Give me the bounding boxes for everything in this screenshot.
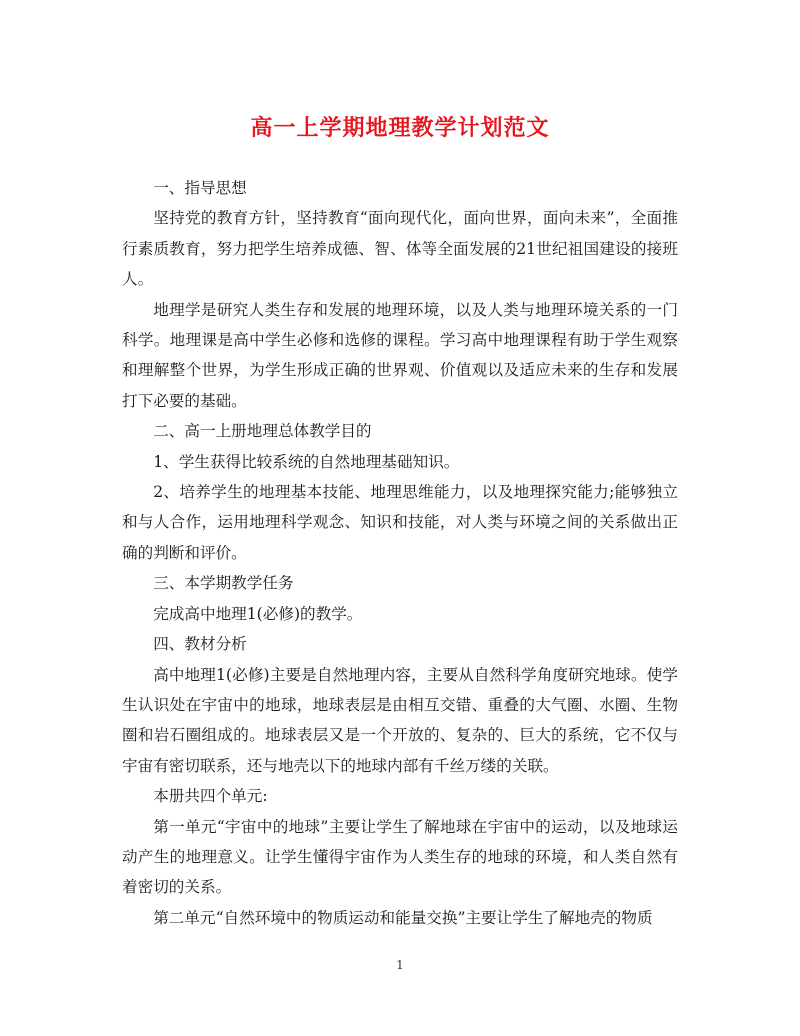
- heading-teaching-goals: 二、高一上册地理总体教学目的: [153, 422, 372, 441]
- heading-textbook-analysis: 四、教材分析: [153, 635, 247, 654]
- paragraph: 本册共四个单元:: [153, 787, 268, 806]
- paragraph: 第二单元“自然环境中的物质运动和能量交换”主要让学生了解地壳的物质: [153, 908, 653, 927]
- document-body: [122, 173, 678, 933]
- paragraph: 2、培养学生的地理基本技能、地理思维能力，以及地理探究能力;能够独立和与人合作，运用地理科学观念、知识和技能，对人类与环境之间的关系做出正确的判断和评价。: [122, 483, 678, 562]
- paragraph: 1、学生获得比较系统的自然地理基础知识。: [153, 452, 460, 471]
- paragraph: 第一单元“宇宙中的地球”主要让学生了解地球在宇宙中的运动，以及地球运动产生的地理意义。让学生懂得宇宙作为人类生存的地球的环境，和人类自然有着密切的关系。: [122, 817, 678, 897]
- heading-guiding-ideology: 一、指导思想: [153, 179, 247, 197]
- page-number: 1: [396, 958, 404, 972]
- paragraph: 高中地理1(必修)主要是自然地理内容，主要从自然科学角度研究地球。使学生认识处在宇宙中的地球，地球表层是由相互交错、重叠的大气圈、水圈、生物圈和岩石圈组成的。地球表层又是一个开放的、复杂的、巨大的系统，它不仅与宇宙有密切联系，还与地壳以下的地球内部有千丝万缕的关联。: [122, 665, 678, 775]
- paragraph: 完成高中地理1(必修)的教学。: [153, 604, 363, 623]
- paragraph: 坚持党的教育方针，坚持教育“面向现代化，面向世界，面向未来”，全面推行素质教育，努力把学生培养成德、智、体等全面发展的21世纪祖国建设的接班人。: [122, 209, 678, 289]
- document-title: 高一上学期地理教学计划范文: [250, 115, 550, 141]
- heading-semester-tasks: 三、本学期教学任务: [153, 574, 294, 593]
- paragraph: 地理学是研究人类生存和发展的地理环境，以及人类与地理环境关系的一门科学。地理课是高中学生必修和选修的课程。学习高中地理课程有助于学生观察和理解整个世界，为学生形成正确的世界观、价值观以及适应未来的生存和发展打下必要的基础。: [122, 300, 678, 410]
